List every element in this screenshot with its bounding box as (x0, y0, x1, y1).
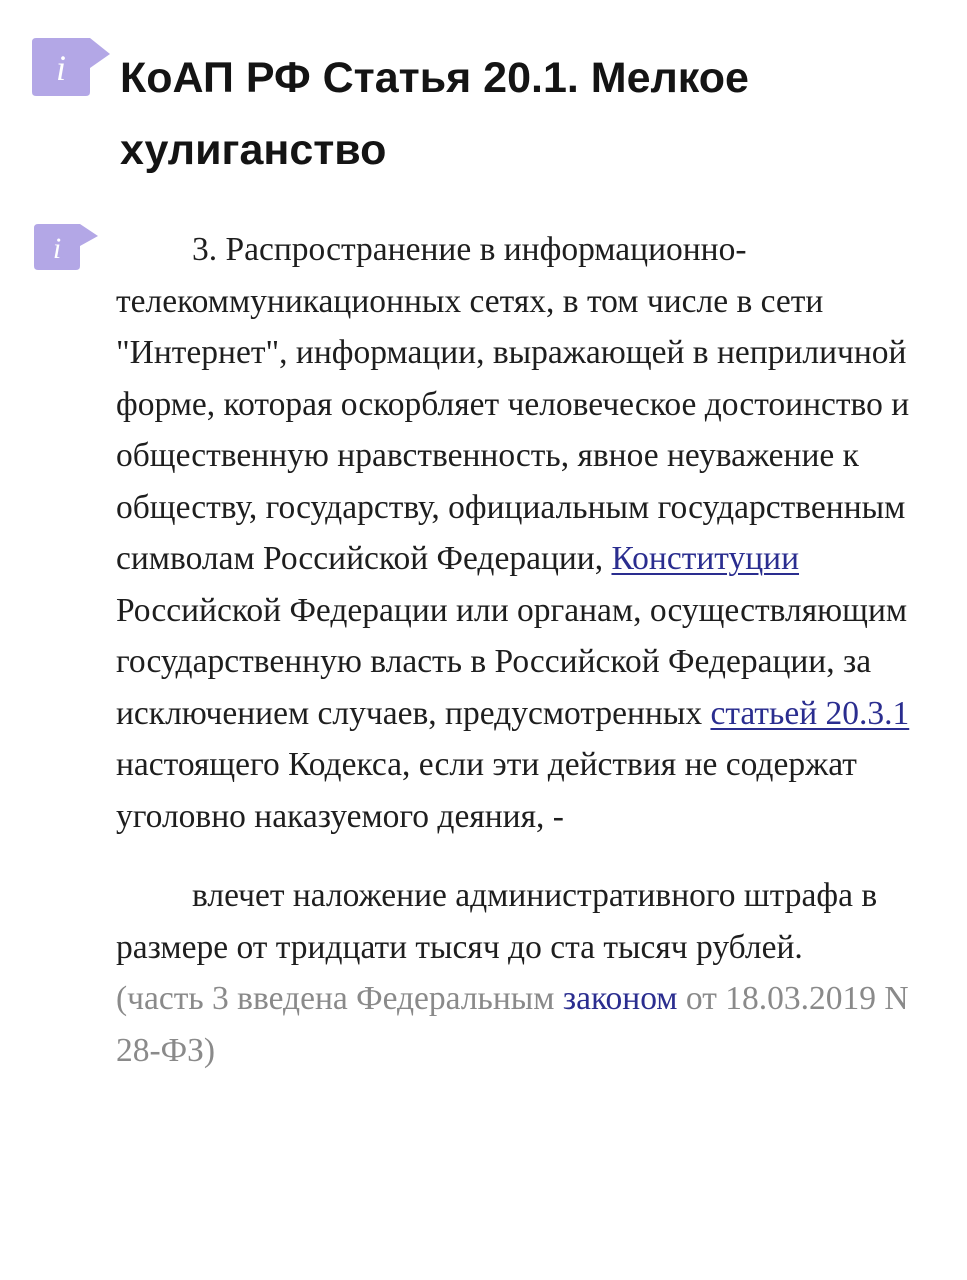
note-text: (часть 3 введена Федеральным (116, 980, 563, 1017)
penalty-paragraph: влечет наложение административного штрафа в размере от тридцати тысяч до ста тысяч рублей. (116, 877, 878, 966)
federal-law-link[interactable]: законом (562, 980, 678, 1017)
info-icon[interactable] (32, 38, 110, 96)
paragraph-part-3 (116, 224, 916, 842)
article-content (116, 224, 916, 1076)
svg-text:i: i (55, 48, 67, 88)
page-title: КоАП РФ Статья 20.1. Мелкое хулиганство (120, 54, 749, 174)
article-20-3-1-link[interactable]: статьей 20.3.1 (710, 694, 910, 732)
paragraph-text: 3. Распространение в информационно-телекоммуникационных сетях, в том числе в сети "Интернет", информации, выражающей в неприличной форме, которая оскорбляет человеческое достоинство и общественную нравственность, явное неуважение к обществу, государству, официальным государственным символам Российской Федерации, (116, 231, 910, 577)
svg-text:i: i (52, 232, 62, 265)
paragraph-text: настоящего Кодекса, если эти действия не содержат уголовно наказуемого деяния, - (116, 746, 857, 835)
amendment-note (116, 973, 916, 1076)
info-icon[interactable] (34, 224, 98, 270)
note-text: от 18.03.2019 N 28-ФЗ) (116, 980, 909, 1069)
constitution-link[interactable]: Конституции (611, 540, 800, 577)
paragraph-text: Российской Федерации или органам, осуществляющим государственную власть в Российской Федерации, за исключением случаев, предусмотренных (116, 591, 908, 732)
